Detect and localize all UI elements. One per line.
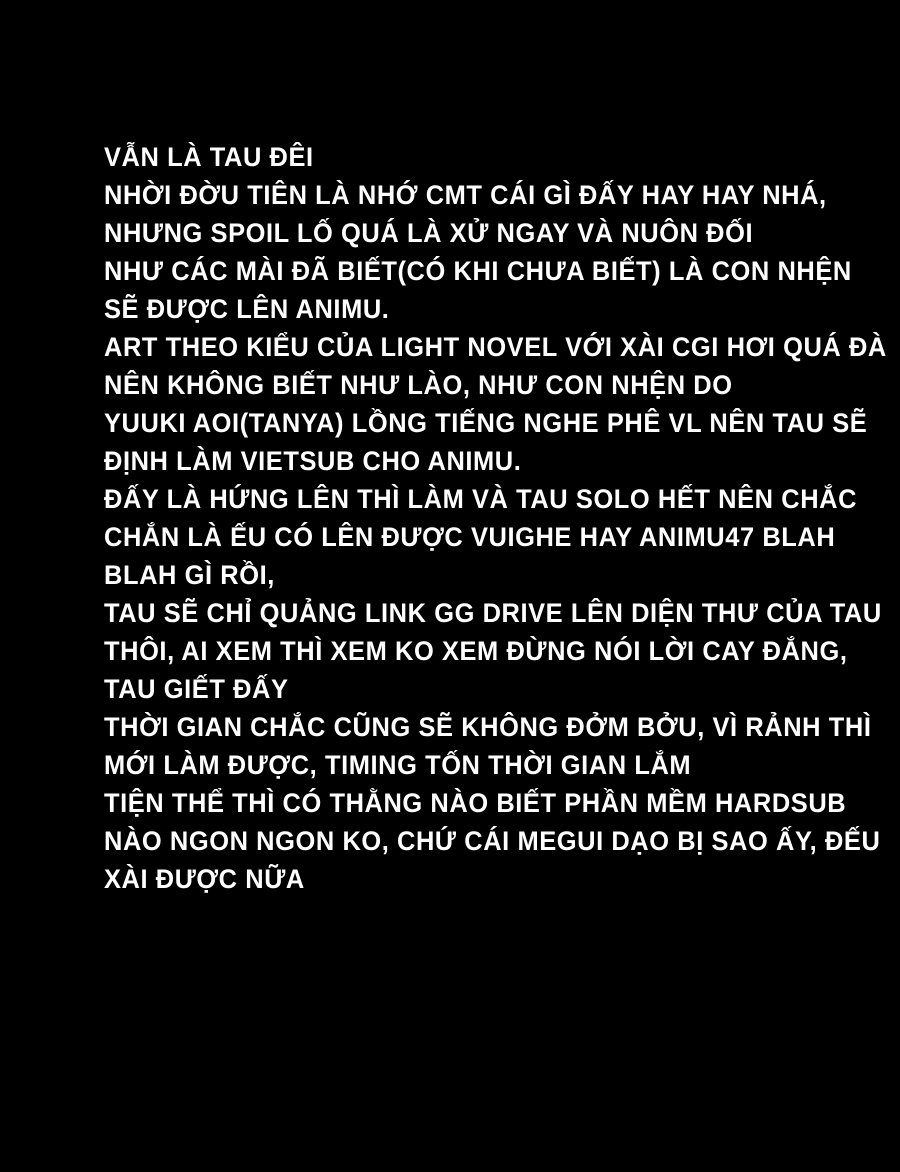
text-line: YUUKI AOI(TANYA) LỒNG TIẾNG NGHE PHÊ VL NÊN TAU SẼ [104, 408, 868, 438]
text-line: NHƯ CÁC MÀI ĐÃ BIẾT(CÓ KHI CHƯA BIẾT) LÀ CON NHỆN [104, 256, 852, 286]
text-line: TAU SẼ CHỈ QUẢNG LINK GG DRIVE LÊN DIỆN THƯ CỦA TAU [104, 598, 882, 628]
paragraph [104, 594, 882, 708]
paragraph [104, 138, 834, 176]
paragraph [104, 176, 834, 252]
paragraph [104, 784, 881, 898]
text-line: SẼ ĐƯỢC LÊN ANIMU. [104, 294, 390, 324]
text-line: NÊN KHÔNG BIẾT NHƯ LÀO, NHƯ CON NHỆN DO [104, 370, 733, 400]
text-line: CHẮN LÀ ẾU CÓ LÊN ĐƯỢC VUIGHE HAY ANIMU47 BLAH [104, 522, 836, 552]
text-line: XÀI ĐƯỢC NỮA [104, 864, 305, 894]
text-line: THÔI, AI XEM THÌ XEM KO XEM ĐỪNG NÓI LỜI CAY ĐẮNG, [104, 636, 848, 666]
text-line: THỜI GIAN CHẮC CŨNG SẼ KHÔNG ĐỞM BỞU, VÌ RẢNH THÌ [104, 712, 872, 742]
text-line: TAU GIẾT ĐẤY [104, 674, 289, 704]
note-text-block [104, 138, 887, 898]
text-line: NHỜI ĐỜU TIÊN LÀ NHỚ CMT CÁI GÌ ĐẤY HAY HAY NHÁ, [104, 180, 827, 210]
text-line: NHƯNG SPOIL LỐ QUÁ LÀ XỬ NGAY VÀ NUÔN ĐỐI [104, 218, 754, 248]
text-line: TIỆN THỂ THÌ CÓ THẰNG NÀO BIẾT PHẦN MỀM HARDSUB [104, 788, 847, 818]
paragraph [104, 252, 852, 328]
paragraph [104, 708, 872, 784]
text-line: NÀO NGON NGON KO, CHỨ CÁI MEGUI DẠO BỊ SAO ẤY, ĐẾU [104, 826, 881, 856]
paragraph [104, 480, 858, 594]
paragraph [104, 328, 887, 404]
text-line: VẪN LÀ TAU ĐÊI [104, 142, 314, 172]
text-line: MỚI LÀM ĐƯỢC, TIMING TỐN THỜI GIAN LẮM [104, 750, 692, 780]
text-line: ĐẤY LÀ HỨNG LÊN THÌ LÀM VÀ TAU SOLO HẾT NÊN CHẮC [104, 484, 858, 514]
text-line: BLAH GÌ RỒI, [104, 560, 275, 590]
text-line: ART THEO KIỂU CỦA LIGHT NOVEL VỚI XÀI CGI HƠI QUÁ ĐÀ [104, 332, 887, 362]
text-line: ĐỊNH LÀM VIETSUB CHO ANIMU. [104, 446, 522, 476]
paragraph [104, 404, 868, 480]
